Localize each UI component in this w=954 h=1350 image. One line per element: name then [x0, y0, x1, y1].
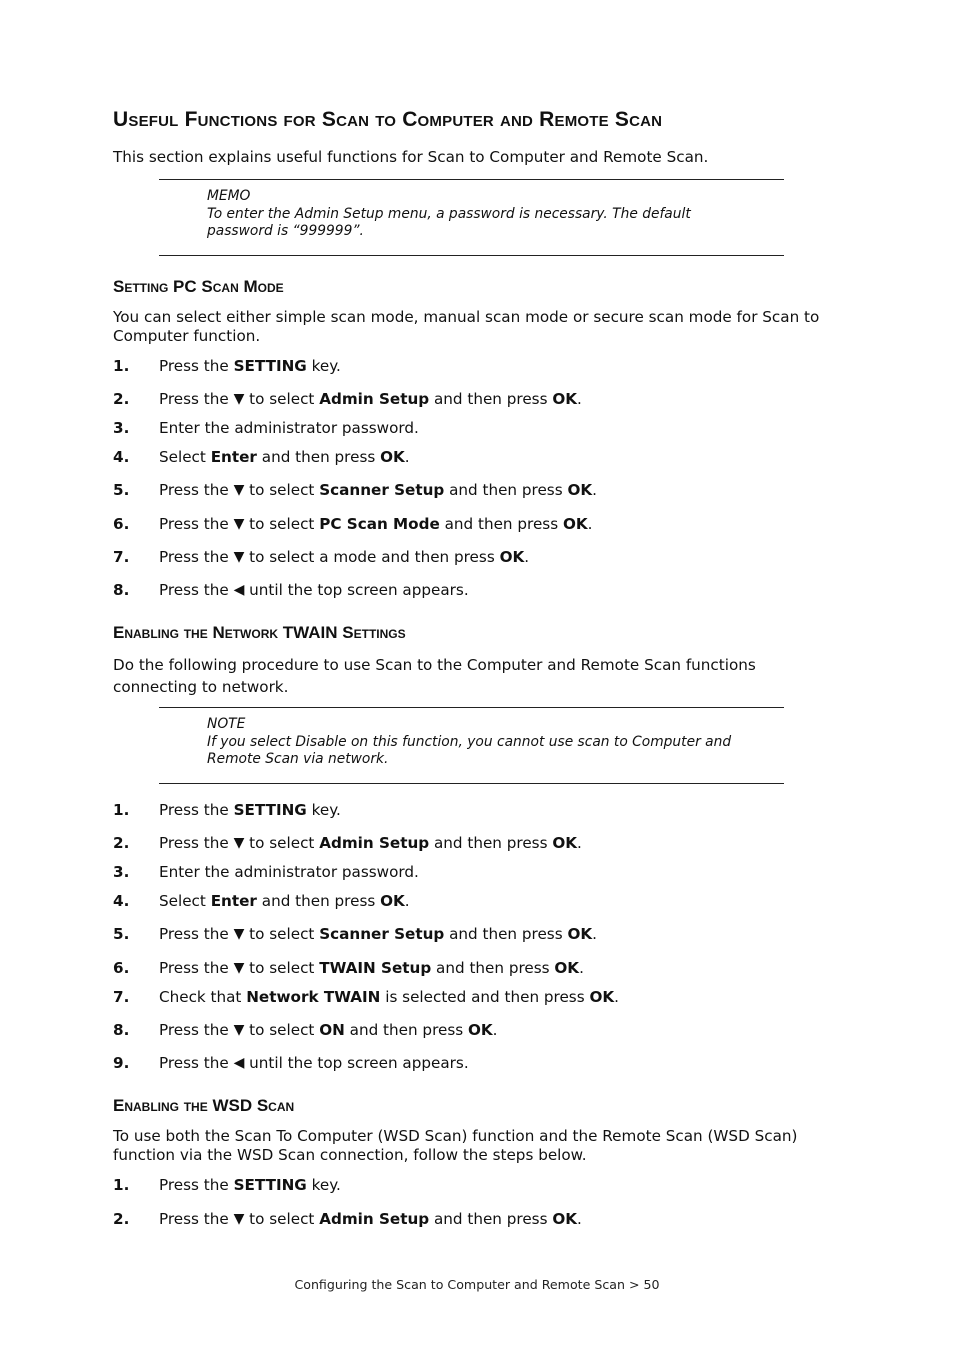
step-text-part: .: [577, 390, 582, 408]
step-text-part: Press the: [159, 481, 234, 499]
step-keyword: OK: [380, 892, 405, 910]
down-arrow-icon: ▼: [233, 926, 245, 942]
step-text: [159, 987, 619, 1007]
step-keyword: Network TWAIN: [246, 988, 381, 1006]
step-text-part: Press the: [159, 357, 234, 375]
section-paragraph-wsd-scan: To use both the Scan To Computer (WSD Scan) function and the Remote Scan (WSD Scan) function via the WSD Scan connection, follow the steps below.: [113, 1127, 798, 1164]
step-text-part: to select: [244, 959, 320, 977]
step-number: 4.: [113, 448, 130, 466]
step-text: [159, 356, 341, 376]
note-line-1: If you select Disable on this function, you cannot use scan to Computer and: [207, 733, 732, 750]
step-text: [159, 800, 341, 820]
step-text-part: key.: [306, 1176, 341, 1194]
down-arrow-icon: ▼: [233, 1022, 245, 1038]
step-text-part: Enter the administrator password.: [159, 419, 419, 437]
step-text-part: .: [579, 959, 584, 977]
down-arrow-icon: ▼: [233, 960, 245, 976]
step-text-part: Press the: [159, 1021, 234, 1039]
step-text-part: Press the: [159, 1176, 234, 1194]
note-label: NOTE: [207, 716, 246, 732]
section-heading-pc-scan-mode: Setting PC Scan Mode: [113, 277, 284, 296]
down-arrow-icon: ▼: [233, 482, 245, 498]
step-text-part: .: [592, 925, 597, 943]
memo-line-1: To enter the Admin Setup menu, a password is necessary. The default: [207, 205, 691, 222]
step-text-part: key.: [306, 357, 341, 375]
step-text-part: and then press: [444, 925, 568, 943]
step-text: [159, 418, 419, 438]
step-keyword: PC Scan Mode: [319, 515, 440, 533]
step-keyword: Scanner Setup: [319, 925, 445, 943]
step-text-part: .: [614, 988, 619, 1006]
step-text-part: and then press: [444, 481, 568, 499]
section-heading-network-twain: Enabling the Network TWAIN Settings: [113, 623, 406, 642]
step-text-part: Enter the administrator password.: [159, 863, 419, 881]
step-text-part: .: [492, 1021, 498, 1039]
step-text-part: .: [404, 448, 410, 466]
step-text-part: Check that: [159, 988, 247, 1006]
step-text-part: and then press: [344, 1021, 468, 1039]
step-text-part: Press the: [159, 1054, 234, 1072]
step-number: 7.: [113, 548, 130, 566]
step-text: [159, 862, 419, 882]
step-text-part: Press the: [159, 801, 234, 819]
down-arrow-icon: ▼: [233, 391, 245, 407]
step-keyword: SETTING: [233, 357, 307, 375]
step-text-part: until the top screen appears.: [244, 581, 469, 599]
note-line-2: Remote Scan via network.: [207, 751, 389, 767]
step-text: [159, 924, 597, 945]
step-keyword: TWAIN Setup: [319, 959, 432, 977]
step-text-part: and then press: [256, 448, 381, 466]
step-text: [159, 389, 582, 410]
step-text-part: Press the: [159, 834, 234, 852]
step-keyword: OK: [380, 448, 405, 466]
step-text: [159, 447, 410, 467]
step-text-part: Press the: [159, 959, 234, 977]
step-keyword: OK: [562, 515, 588, 533]
step-number: 9.: [113, 1054, 130, 1072]
step-text-part: and then press: [429, 834, 553, 852]
step-keyword: Enter: [210, 448, 257, 466]
section-paragraph-pc-scan-mode: You can select either simple scan mode, manual scan mode or secure scan mode for Scan to Computer function.: [113, 308, 820, 345]
step-number: 6.: [113, 959, 130, 977]
step-keyword: OK: [567, 925, 593, 943]
page-footer: [0, 1277, 954, 1292]
step-number: 1.: [113, 357, 130, 375]
step-text-part: and then press: [431, 959, 555, 977]
step-number: 1.: [113, 1176, 130, 1194]
step-text: [159, 891, 410, 911]
step-keyword: OK: [552, 834, 577, 852]
step-number: 4.: [113, 892, 130, 910]
step-number: 7.: [113, 988, 130, 1006]
step-keyword: Admin Setup: [319, 834, 430, 852]
step-keyword: Enter: [210, 892, 257, 910]
step-text-part: .: [577, 834, 582, 852]
step-keyword: OK: [467, 1021, 493, 1039]
step-number: 1.: [113, 801, 130, 819]
step-text-part: and then press: [256, 892, 381, 910]
step-keyword: OK: [552, 1210, 577, 1228]
intro-paragraph: This section explains useful functions for Scan to Computer and Remote Scan.: [113, 148, 709, 166]
step-text: [159, 1209, 582, 1230]
step-number: 3.: [113, 863, 130, 881]
step-text-part: Press the: [159, 581, 234, 599]
step-keyword: OK: [552, 390, 577, 408]
step-number: 5.: [113, 481, 130, 499]
step-number: 8.: [113, 581, 130, 599]
step-text: [159, 514, 592, 535]
step-keyword: OK: [554, 959, 580, 977]
step-text-part: .: [587, 515, 593, 533]
footer-text: Configuring the Scan to Computer and Remote Scan > 50: [294, 1277, 660, 1292]
step-text-part: and then press: [439, 515, 563, 533]
step-keyword: ON: [319, 1021, 345, 1039]
step-keyword: Scanner Setup: [319, 481, 445, 499]
down-arrow-icon: ▼: [233, 549, 245, 565]
step-text-part: until the top screen appears.: [244, 1054, 469, 1072]
step-number: 2.: [113, 390, 130, 408]
step-text-part: to select a mode and then press: [244, 548, 500, 566]
step-text: [159, 958, 584, 979]
step-keyword: SETTING: [233, 1176, 307, 1194]
step-text-part: to select: [244, 481, 320, 499]
step-text-part: Select: [159, 448, 211, 466]
step-text: [159, 1020, 498, 1041]
down-arrow-icon: ▼: [233, 516, 245, 532]
step-text-part: Press the: [159, 390, 234, 408]
step-text-part: and then press: [429, 390, 553, 408]
step-text: [159, 833, 582, 854]
step-number: 2.: [113, 1210, 130, 1228]
step-text-part: .: [524, 548, 530, 566]
step-keyword: OK: [499, 548, 525, 566]
note-box: [159, 707, 784, 784]
step-text-part: to select: [244, 834, 320, 852]
step-text-part: to select: [244, 1210, 320, 1228]
step-text-part: is selected and then press: [380, 988, 590, 1006]
step-text-part: Press the: [159, 515, 234, 533]
step-text: [159, 1053, 469, 1074]
step-text-part: Press the: [159, 1210, 234, 1228]
step-text: [159, 1175, 341, 1195]
step-text: [159, 547, 529, 568]
down-arrow-icon: ▼: [233, 835, 245, 851]
step-text-part: to select: [244, 925, 320, 943]
step-text-part: Press the: [159, 925, 234, 943]
step-keyword: Admin Setup: [319, 1210, 430, 1228]
left-arrow-icon: ◀: [233, 1055, 245, 1071]
down-arrow-icon: ▼: [233, 1211, 245, 1227]
step-number: 8.: [113, 1021, 130, 1039]
step-text-part: Press the: [159, 548, 234, 566]
left-arrow-icon: ◀: [233, 582, 245, 598]
page-title: Useful Functions for Scan to Computer and Remote Scan: [113, 108, 663, 131]
section-paragraph-network-twain: Do the following procedure to use Scan to the Computer and Remote Scan functions connecting to network.: [113, 656, 756, 696]
step-text-part: .: [592, 481, 597, 499]
step-text: [159, 580, 469, 601]
step-number: 6.: [113, 515, 130, 533]
step-text: [159, 480, 597, 501]
section-heading-wsd-scan: Enabling the WSD Scan: [113, 1096, 295, 1115]
memo-label: MEMO: [207, 188, 251, 204]
step-keyword: OK: [567, 481, 593, 499]
step-text-part: .: [577, 1210, 582, 1228]
step-number: 3.: [113, 419, 130, 437]
step-text-part: to select: [244, 1021, 320, 1039]
step-number: 2.: [113, 834, 130, 852]
step-number: 5.: [113, 925, 130, 943]
step-keyword: SETTING: [233, 801, 307, 819]
step-keyword: Admin Setup: [319, 390, 430, 408]
memo-line-2: password is “999999”.: [207, 223, 364, 239]
memo-box: [159, 179, 784, 256]
step-text-part: to select: [244, 390, 320, 408]
step-keyword: OK: [589, 988, 615, 1006]
step-text-part: key.: [306, 801, 341, 819]
step-text-part: Select: [159, 892, 211, 910]
step-text-part: and then press: [429, 1210, 553, 1228]
step-text-part: .: [404, 892, 410, 910]
step-text-part: to select: [244, 515, 320, 533]
